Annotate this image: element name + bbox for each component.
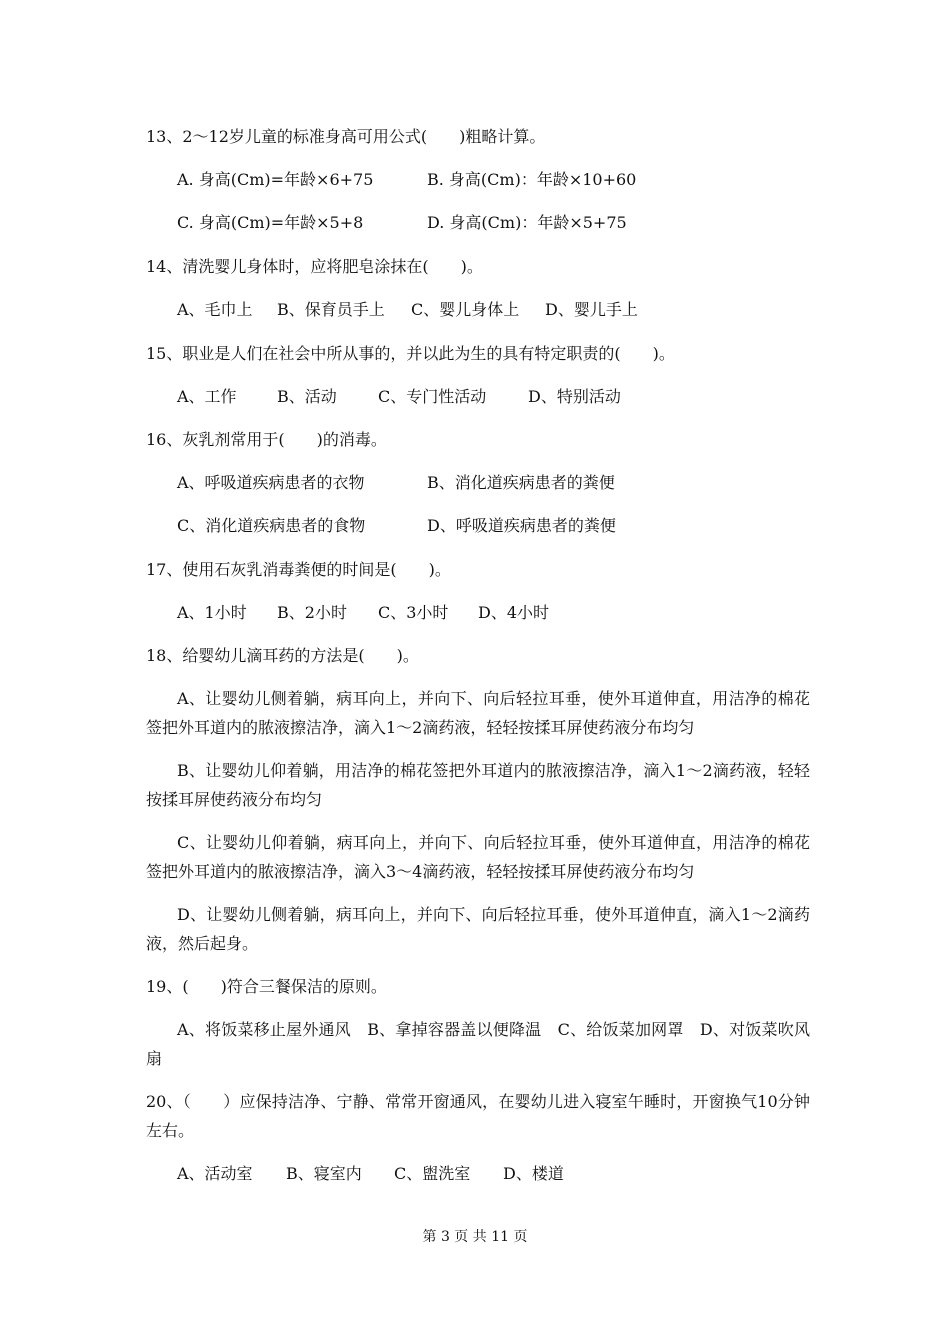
question-16-option-d: D、呼吸道疾病患者的粪便: [427, 516, 616, 535]
question-20-option-d: D、楼道: [503, 1164, 564, 1183]
question-16-option-a: A、呼吸道疾病患者的衣物: [177, 473, 365, 492]
question-15-stem: 15、职业是人们在社会中所从事的，并以此为生的具有特定职责的( )。: [146, 344, 675, 363]
question-14-option-b: B、保育员手上: [277, 300, 385, 319]
question-13-option-a: A. 身高(Cm)=年龄×6+75: [177, 170, 374, 189]
question-15-option-b: B、活动: [277, 387, 337, 406]
question-18-option-a: A、让婴幼儿侧着躺，病耳向上，并向下、向后轻拉耳垂，使外耳道伸直，用洁净的棉花签把外耳道内的脓液擦洁净，滴入1～2滴药液，轻轻按揉耳屏使药液分布均匀: [146, 689, 810, 737]
question-14-option-d: D、婴儿手上: [545, 300, 638, 319]
question-16-stem: 16、灰乳剂常用于( )的消毒。: [146, 430, 387, 449]
question-19-stem: 19、( )符合三餐保洁的原则。: [146, 977, 387, 996]
question-20-stem: 20、（ ）应保持洁净、宁静、常常开窗通风，在婴幼儿进入寝室午睡时，开窗换气10分钟左右。: [146, 1092, 810, 1140]
question-17-option-c: C、3小时: [378, 603, 449, 622]
question-16-option-b: B、消化道疾病患者的粪便: [427, 473, 615, 492]
question-15-option-a: A、工作: [177, 387, 237, 406]
question-18-option-d: D、让婴幼儿侧着躺，病耳向上，并向下、向后轻拉耳垂，使外耳道伸直，滴入1～2滴药液，然后起身。: [146, 905, 810, 953]
question-13-option-b: B. 身高(Cm)：年龄×10+60: [427, 170, 637, 189]
page-number-footer: 第 3 页 共 11 页: [422, 1229, 528, 1245]
question-13-option-c: C. 身高(Cm)=年龄×5+8: [177, 213, 364, 232]
question-17-stem: 17、使用石灰乳消毒粪便的时间是( )。: [146, 560, 451, 579]
question-17-option-d: D、4小时: [478, 603, 550, 622]
question-20-option-c: C、盥洗室: [394, 1164, 471, 1183]
question-14-stem: 14、清洗婴儿身体时，应将肥皂涂抹在( )。: [146, 257, 483, 276]
question-14-option-c: C、婴儿身体上: [411, 300, 520, 319]
question-14-option-a: A、毛巾上: [177, 300, 253, 319]
question-15-option-c: C、专门性活动: [378, 387, 487, 406]
question-15-option-d: D、特别活动: [528, 387, 621, 406]
question-13-option-d: D. 身高(Cm)：年龄×5+75: [427, 213, 627, 232]
question-18-stem: 18、给婴幼儿滴耳药的方法是( )。: [146, 646, 419, 665]
question-17-option-b: B、2小时: [277, 603, 347, 622]
question-20-option-a: A、活动室: [177, 1164, 253, 1183]
question-18-option-b: B、让婴幼儿仰着躺，用洁净的棉花签把外耳道内的脓液擦洁净，滴入1～2滴药液，轻轻按揉耳屏使药液分布均匀: [146, 761, 810, 809]
question-17-option-a: A、1小时: [177, 603, 247, 622]
question-19-options: A、将饭菜移止屋外通风 B、拿掉容器盖以便降温 C、给饭菜加网罩 D、对饭菜吹风扇: [146, 1020, 810, 1068]
question-18-option-c: C、让婴幼儿仰着躺，病耳向上，并向下、向后轻拉耳垂，使外耳道伸直，用洁净的棉花签把外耳道内的脓液擦洁净，滴入3～4滴药液，轻轻按揉耳屏使药液分布均匀: [146, 833, 810, 881]
question-13-stem: 13、2～12岁儿童的标准身高可用公式( )粗略计算。: [146, 127, 546, 146]
question-16-option-c: C、消化道疾病患者的食物: [177, 516, 366, 535]
question-20-option-b: B、寝室内: [286, 1164, 362, 1183]
